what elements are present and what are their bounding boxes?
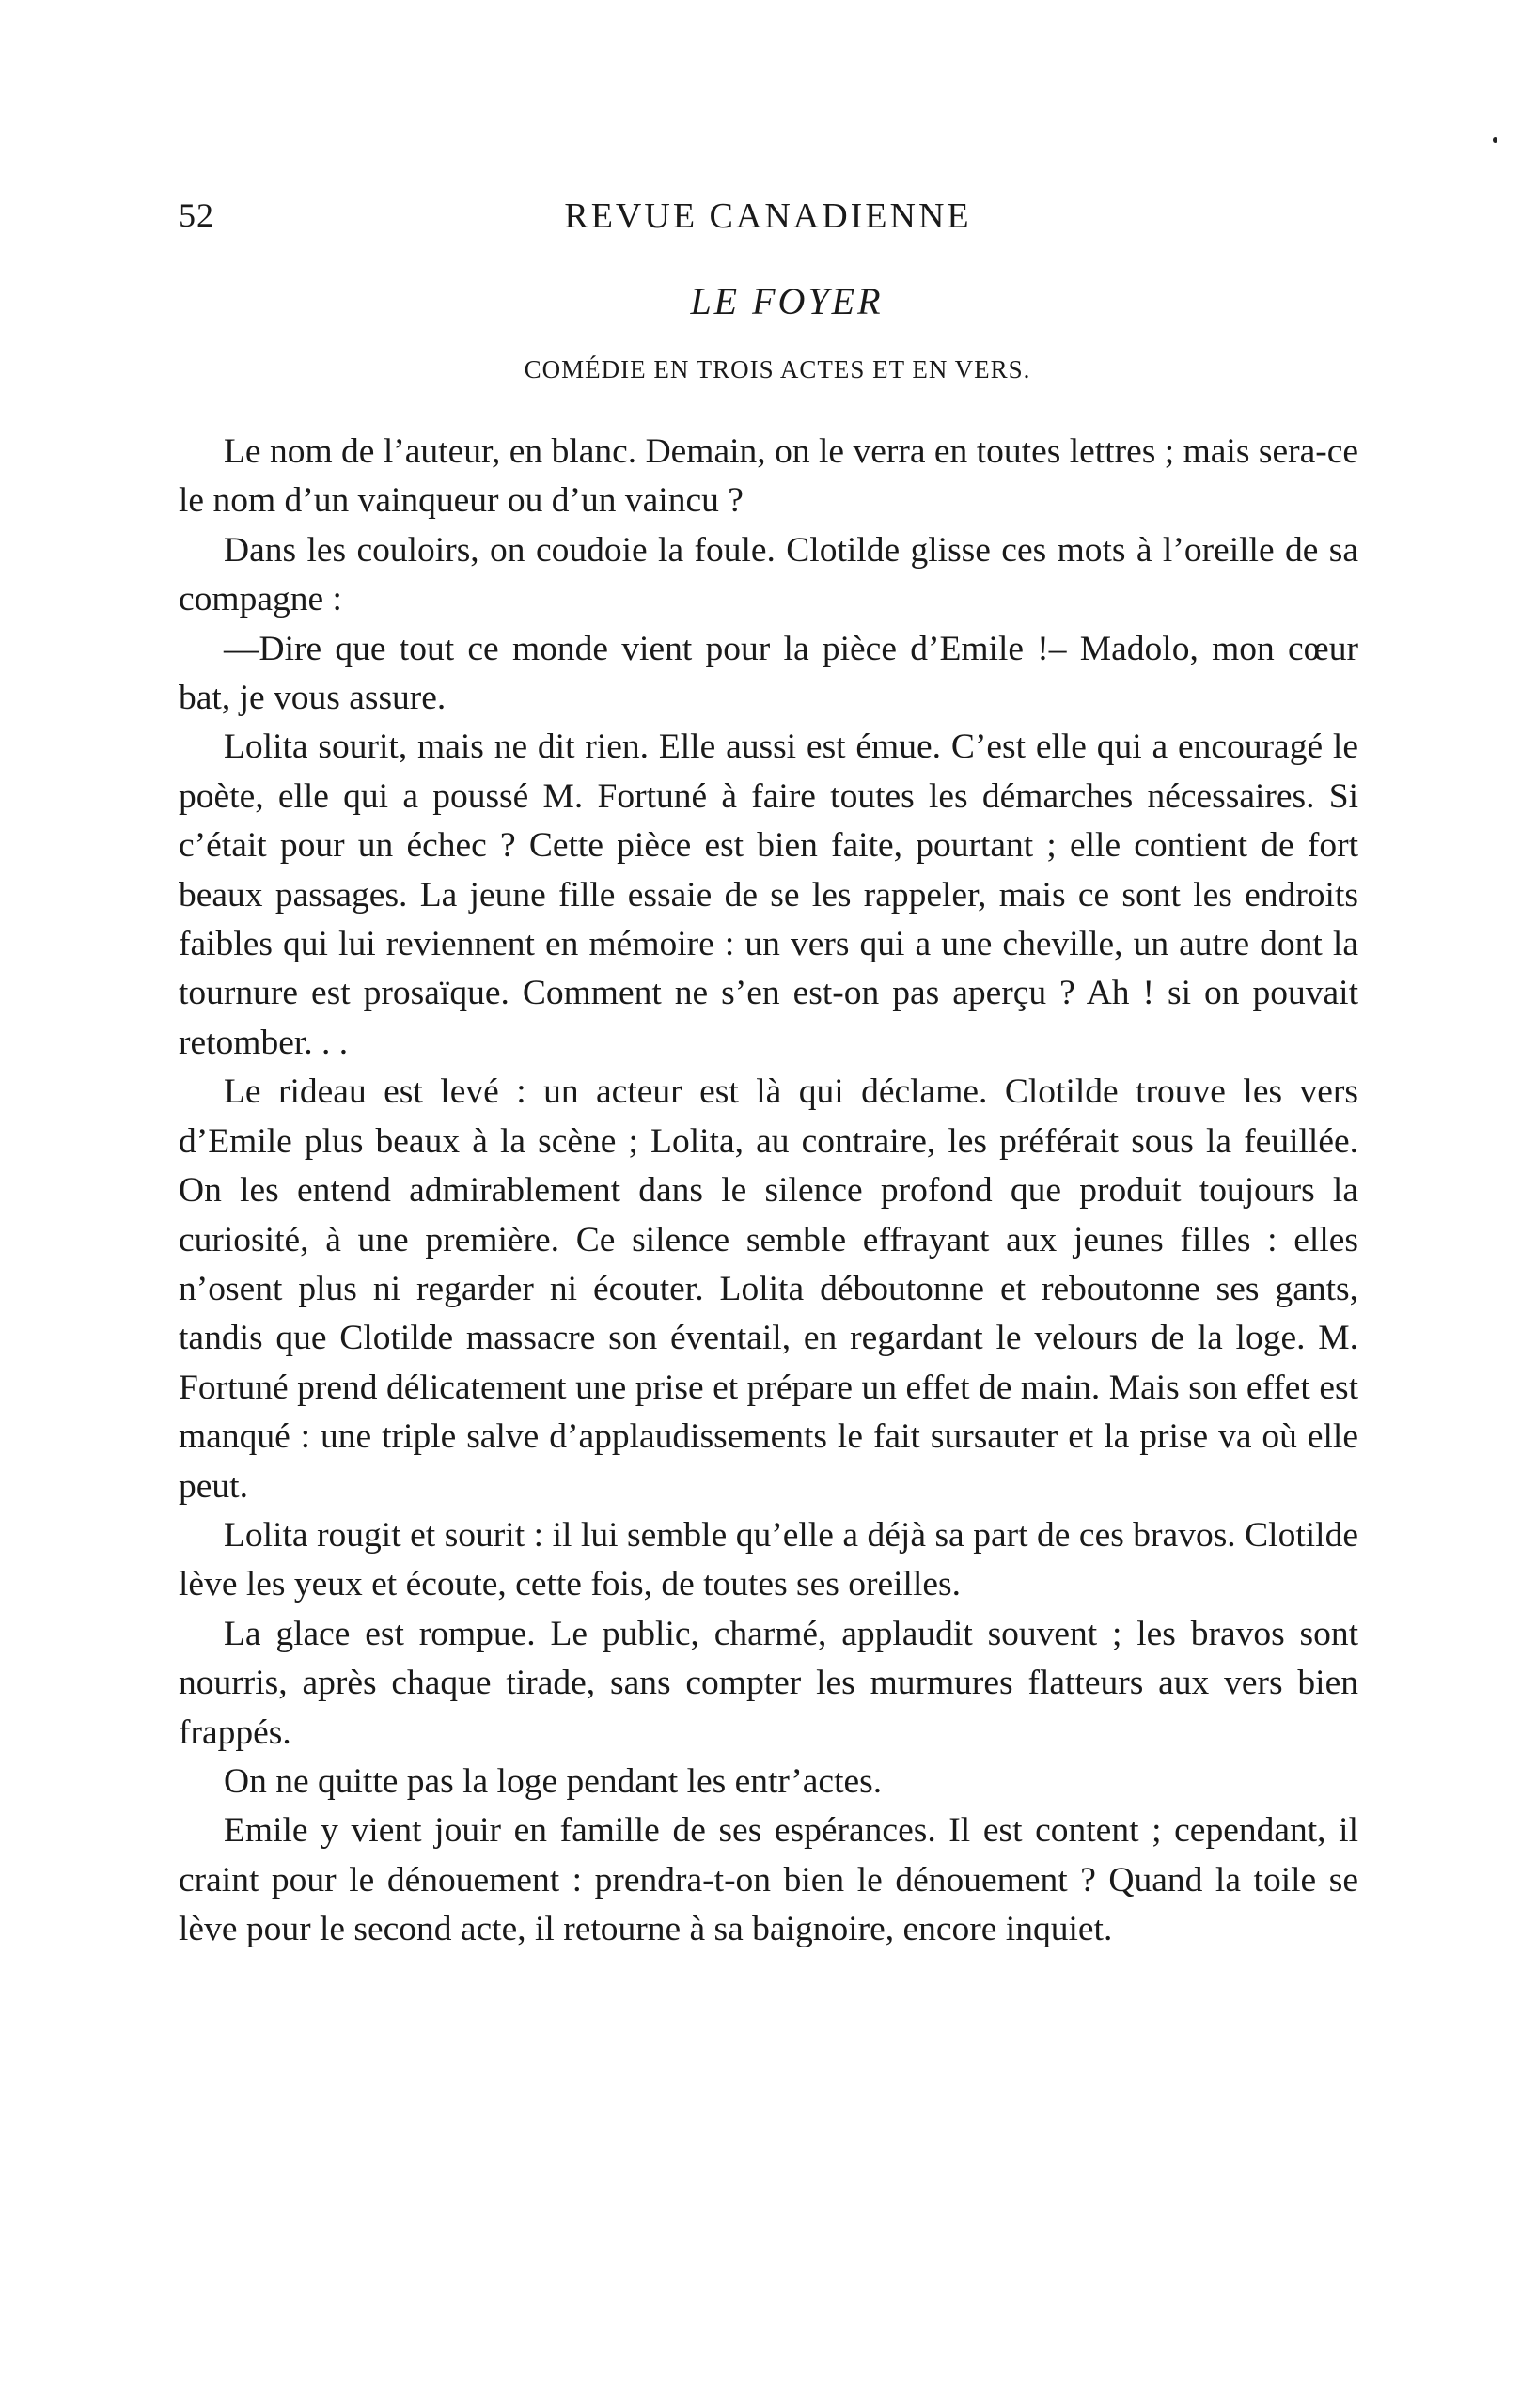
paragraph: Lolita sourit, mais ne dit rien. Elle aussi est émue. C’est elle qui a encouragé le poète, elle qui a poussé M. Fortuné à faire toutes les démarches nécessaires. Si c’était pour un échec ? Cette pièce est bien faite, pourtant ; elle contient de fort beaux passages. La jeune fille essaie de se les rappeler, mais ce sont les endroits faibles qui lui reviennent en mémoire : un vers qui a une cheville, un autre dont la tournure est prosaïque. Comment ne s’en est-on pas aperçu ? Ah ! si on pouvait retomber. . . bbox=[179, 727, 1358, 1062]
paragraph: —Dire que tout ce monde vient pour la pièce d’Emile !– Madolo, mon cœur bat, je vous assure. bbox=[179, 629, 1358, 718]
ink-speck bbox=[1493, 137, 1497, 143]
paragraph: Le rideau est levé : un acteur est là qui déclame. Clotilde trouve les vers d’Emile plus beaux à la scène ; Lolita, au contraire, les préférait sous la feuillée. On les entend admirablement dans le silence profond que produit toujours la curiosité, à une première. Ce silence semble effrayant aux jeunes filles : elles n’osent plus ni regarder ni écouter. Lolita déboutonne et reboutonne ses gants, tandis que Clotilde massacre son éventail, en regardant le velours de la loge. M. Fortuné prend délicatement une prise et prépare un effet de main. Mais son effet est manqué : une triple salve d’applaudissements le fait sursauter et la prise va où elle peut. bbox=[179, 1072, 1358, 1506]
paragraph: On ne quitte pas la loge pendant les entr’actes. bbox=[224, 1761, 883, 1801]
paragraph: La glace est rompue. Le public, charmé, applaudit souvent ; les bravos sont nourris, après chaque tirade, sans compter les murmures flatteurs aux vers bien frappés. bbox=[179, 1614, 1358, 1752]
page-number: 52 bbox=[179, 196, 214, 234]
paragraph: Le nom de l’auteur, en blanc. Demain, on le verra en toutes lettres ; mais sera-ce le nom d’un vainqueur ou d’un vaincu ? bbox=[179, 432, 1358, 521]
running-title: REVUE CANADIENNE bbox=[564, 196, 972, 236]
paragraph: Emile y vient jouir en famille de ses espérances. Il est content ; cependant, il craint pour le dénouement : prendra-t-on bien le dénouement ? Quand la toile se lève pour le second acte, il retourne à sa baignoire, encore inquiet. bbox=[179, 1811, 1358, 1949]
paragraph: Dans les couloirs, on coudoie la foule. Clotilde glisse ces mots à l’oreille de sa compagne : bbox=[179, 530, 1358, 619]
body-text bbox=[179, 428, 1358, 1955]
paragraph: Lolita rougit et sourit : il lui semble qu’elle a déjà sa part de ces bravos. Clotilde lève les yeux et écoute, cette fois, de toutes ses oreilles. bbox=[179, 1515, 1358, 1604]
article-title: LE FOYER bbox=[690, 280, 884, 322]
article-subtitle: COMÉDIE EN TROIS ACTES ET EN VERS. bbox=[524, 355, 1031, 383]
